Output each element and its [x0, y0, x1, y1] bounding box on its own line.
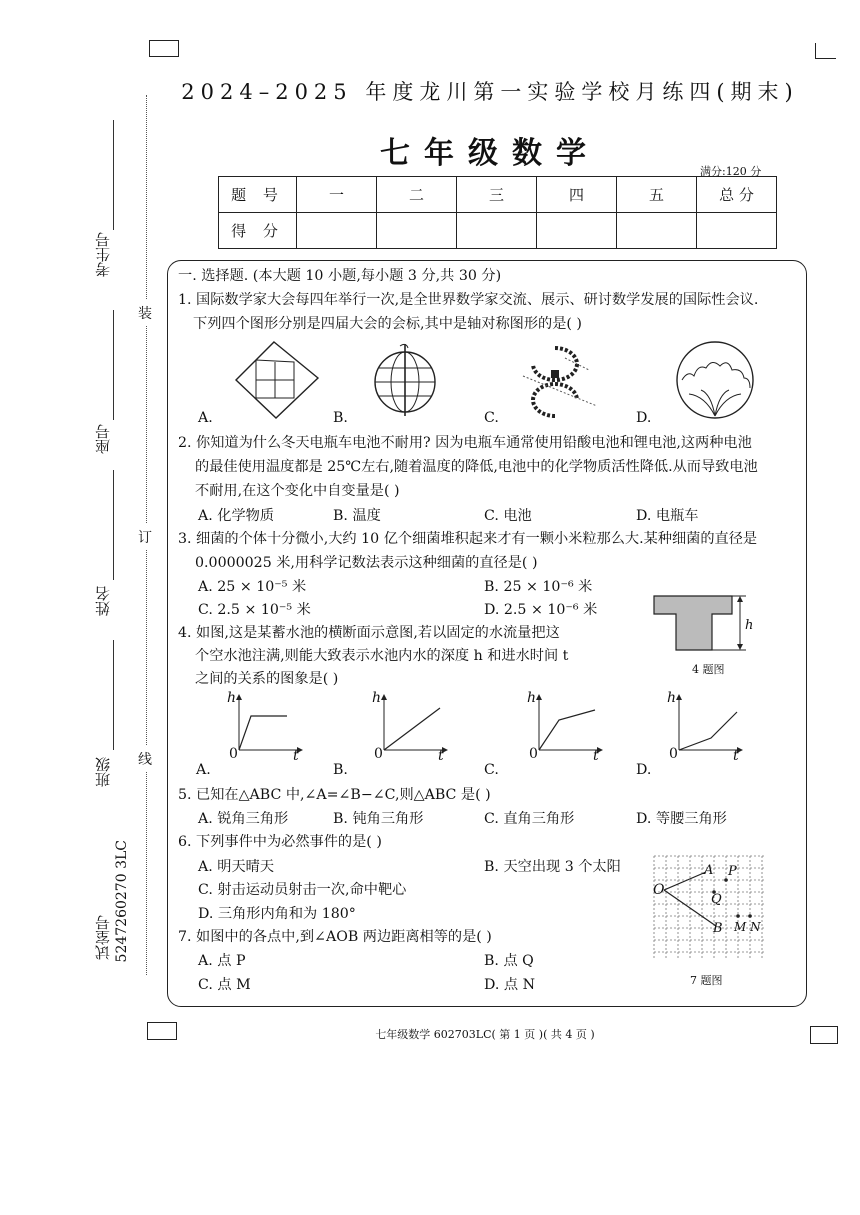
q1-logo-c-icon	[505, 340, 605, 422]
q2-line1: 2. 你知道为什么冬天电瓶车电池不耐用? 因为电瓶车通常使用铅酸电池和锂电池,这两种电池	[178, 435, 752, 451]
q6-option-c[interactable]: C. 射击运动员射击一次,命中靶心	[198, 882, 407, 898]
q4-graph-c-h: h	[527, 690, 537, 706]
q7-option-c[interactable]: C. 点 M	[198, 977, 251, 993]
q4-graph-a-o: 0	[229, 746, 238, 762]
binding-char-ding: 订	[138, 524, 152, 550]
registration-mark-top-left	[149, 40, 179, 57]
section-heading: 一. 选择题. (本大题 10 小题,每小题 3 分,共 30 分)	[178, 268, 502, 284]
score-entry-cell[interactable]	[297, 213, 377, 249]
q2-line2: 的最佳使用温度都是 25℃左右,随着温度的降低,电池中的化学物质活性降低.从而导致电池	[195, 459, 758, 475]
exam-code: 5247260270 3LC	[114, 840, 130, 963]
q1-line2: 下列四个图形分别是四届大会的会标,其中是轴对称图形的是( )	[193, 316, 582, 332]
q4-graph-d-t: t	[733, 748, 739, 764]
score-entry-cell[interactable]	[377, 213, 457, 249]
q4-graph-a	[225, 690, 305, 765]
subject-title: 七年级数学	[380, 136, 600, 171]
q7-option-a[interactable]: A. 点 P	[198, 953, 246, 969]
score-entry-cell[interactable]	[537, 213, 617, 249]
q4-option-b[interactable]: B.	[333, 762, 348, 778]
q2-option-d[interactable]: D. 电瓶车	[636, 508, 699, 524]
q4-graph-d-h: h	[667, 690, 677, 706]
q4-graph-b	[370, 690, 450, 765]
q2-line3: 不耐用,在这个变化中自变量是( )	[195, 483, 400, 499]
q7-point-mn: M N	[734, 920, 761, 934]
q7-point-b: B	[713, 921, 723, 936]
q3-line1: 3. 细菌的个体十分微小,大约 10 亿个细菌堆积起来才有一颗小米粒那么大.某种细菌的直径是	[178, 531, 758, 547]
q7-option-b[interactable]: B. 点 Q	[484, 953, 534, 969]
score-table-cell: 一	[297, 177, 377, 213]
score-entry-cell[interactable]	[697, 213, 777, 249]
q2-option-a[interactable]: A. 化学物质	[198, 508, 275, 524]
q4-graph-a-h: h	[227, 690, 237, 706]
q6-option-a[interactable]: A. 明天晴天	[198, 859, 275, 875]
score-entry-cell[interactable]	[617, 213, 697, 249]
q5-option-d[interactable]: D. 等腰三角形	[636, 811, 727, 827]
fill-line-name[interactable]	[113, 470, 114, 580]
q7-point-q: Q	[711, 892, 722, 907]
q4-graph-a-t: t	[293, 748, 299, 764]
q7-figure-caption: 7 题图	[690, 974, 723, 987]
score-table-cell: 四	[537, 177, 617, 213]
label-student-id: 考生号	[94, 232, 112, 277]
score-table-cell: 总 分	[697, 177, 777, 213]
q4-graph-d	[665, 690, 745, 765]
q7-line1: 7. 如图中的各点中,到∠AOB 两边距离相等的是( )	[178, 929, 492, 945]
q4-graph-d-o: 0	[669, 746, 678, 762]
q4-graph-b-o: 0	[374, 746, 383, 762]
q4-figure-caption: 4 题图	[692, 663, 725, 676]
q3-option-a[interactable]: A. 25 × 10⁻⁵ 米	[198, 579, 307, 595]
q1-logo-d-icon	[670, 340, 760, 422]
q5-line1: 5. 已知在△ABC 中,∠A=∠B−∠C,则△ABC 是( )	[178, 787, 491, 803]
q1-option-d[interactable]: D.	[636, 410, 652, 426]
q2-option-b[interactable]: B. 温度	[333, 508, 381, 524]
q1-logo-b-icon	[370, 342, 440, 417]
q4-graph-b-h: h	[372, 690, 382, 706]
q4-graph-c-o: 0	[529, 746, 538, 762]
q4-graph-c-t: t	[593, 748, 599, 764]
q3-line2: 0.0000025 米,用科学记数法表示这种细菌的直径是( )	[195, 555, 538, 571]
q4-figure-h-label: h	[745, 618, 754, 633]
q4-reservoir-figure	[650, 592, 760, 654]
q4-graph-b-t: t	[438, 748, 444, 764]
q5-option-c[interactable]: C. 直角三角形	[484, 811, 575, 827]
label-name: 姓名	[94, 586, 112, 616]
q4-graph-c	[525, 690, 605, 765]
q4-line1: 4. 如图,这是某蓄水池的横断面示意图,若以固定的水流量把这	[178, 625, 560, 641]
q7-option-d[interactable]: D. 点 N	[484, 977, 535, 993]
fill-line-student-id[interactable]	[113, 120, 114, 230]
exam-header-title: 2024–2025 年度龙川第一实验学校月练四(期末)	[181, 80, 799, 104]
q4-option-c[interactable]: C.	[484, 762, 499, 778]
fill-line-class[interactable]	[113, 640, 114, 750]
q6-option-d[interactable]: D. 三角形内角和为 180°	[198, 906, 356, 922]
binding-char-xian: 线	[138, 746, 152, 772]
q7-point-o: O	[653, 882, 665, 898]
q1-option-a[interactable]: A.	[198, 410, 213, 426]
page-footer: 七年级数学 602703LC( 第 1 页 )( 共 4 页 )	[375, 1028, 595, 1041]
score-table-cell: 得 分	[219, 213, 297, 249]
q3-option-d[interactable]: D. 2.5 × 10⁻⁶ 米	[484, 602, 598, 618]
q4-option-a[interactable]: A.	[196, 762, 211, 778]
score-table	[218, 176, 777, 249]
q4-option-d[interactable]: D.	[636, 762, 652, 778]
q7-point-p: P	[728, 864, 737, 879]
score-table-cell: 题 号	[219, 177, 297, 213]
q1-line1: 1. 国际数学家大会每四年举行一次,是全世界数学家交流、展示、研讨数学发展的国际性会议.	[178, 292, 759, 308]
q5-option-a[interactable]: A. 锐角三角形	[198, 811, 289, 827]
score-table-cell: 五	[617, 177, 697, 213]
q1-option-c[interactable]: C.	[484, 410, 499, 426]
registration-mark-top-right	[815, 43, 836, 59]
label-seat: 座号	[94, 424, 112, 454]
q6-option-b[interactable]: B. 天空出现 3 个太阳	[484, 859, 621, 875]
score-table-score-row	[219, 213, 777, 249]
label-exam-room: 试室号	[94, 915, 112, 960]
label-class: 班级	[94, 757, 112, 787]
q1-option-b[interactable]: B.	[333, 410, 348, 426]
q7-point-a: A	[704, 863, 714, 878]
fill-line-seat[interactable]	[113, 310, 114, 420]
q3-option-b[interactable]: B. 25 × 10⁻⁶ 米	[484, 579, 593, 595]
q2-option-c[interactable]: C. 电池	[484, 508, 532, 524]
score-entry-cell[interactable]	[457, 213, 537, 249]
score-table-cell: 三	[457, 177, 537, 213]
q1-logo-a-icon	[232, 340, 322, 420]
q5-option-b[interactable]: B. 钝角三角形	[333, 811, 424, 827]
q6-line1: 6. 下列事件中为必然事件的是( )	[178, 834, 382, 850]
q3-option-c[interactable]: C. 2.5 × 10⁻⁵ 米	[198, 602, 311, 618]
score-table-cell: 二	[377, 177, 457, 213]
q4-line2: 个空水池注满,则能大致表示水池内水的深度 h 和进水时间 t	[195, 648, 569, 664]
q4-line3: 之间的关系的图象是( )	[195, 671, 339, 687]
score-table-header-row	[219, 177, 777, 213]
binding-char-zhuang: 装	[138, 300, 152, 326]
full-score: 满分:120 分	[700, 165, 762, 178]
